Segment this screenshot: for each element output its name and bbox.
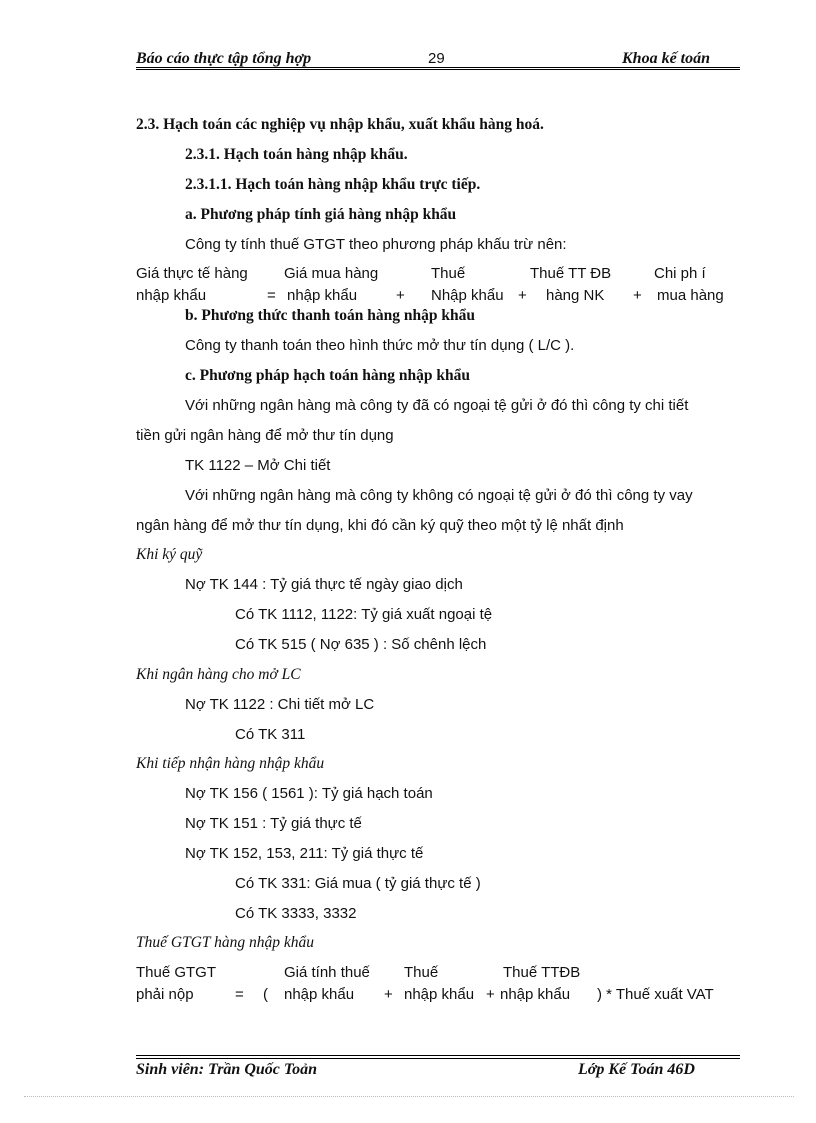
formula2-plus-2: +: [486, 986, 495, 1003]
formula1-plus-1: +: [396, 287, 405, 304]
formula2-row2-3: nhập khẩu: [404, 986, 475, 1003]
formula2-open-paren: (: [263, 986, 268, 1003]
formula2-label-2: Giá tính thuế: [284, 964, 370, 981]
formula1-label-4: Thuế TT ĐB: [530, 265, 612, 282]
paragraph-4: TK 1122 – Mở Chi tiết: [185, 457, 331, 474]
header-rule: [136, 67, 740, 68]
footer-rule: [136, 1055, 740, 1056]
formula1-label-3: Thuế: [431, 265, 466, 282]
formula2-close: ) * Thuế xuất VAT: [597, 986, 714, 1003]
heading-2-3-1-1: 2.3.1.1. Hạch toán hàng nhập khẩu trực tiếp.: [185, 176, 481, 193]
page-edge-dots: [24, 1096, 794, 1097]
heading-2-3: 2.3. Hạch toán các nghiệp vụ nhập khẩu, xuất khẩu hàng hoá.: [136, 116, 544, 133]
entry-5: Có TK 311: [235, 726, 306, 743]
header-right: Khoa kế toán: [622, 50, 711, 67]
footer-rule-2: [136, 1058, 740, 1059]
formula1-label-5: Chi ph í: [654, 265, 706, 282]
paragraph-1: Công ty tính thuế GTGT theo phương pháp khấu trừ nên:: [185, 236, 567, 253]
entry-4: Nợ TK 1122 : Chi tiết mở LC: [185, 696, 375, 713]
formula2-row2-1: phải nộp: [136, 986, 194, 1003]
heading-c: c. Phương pháp hạch toán hàng nhập khẩu: [185, 367, 470, 384]
formula2-row2-2: nhập khẩu: [284, 986, 355, 1003]
formula1-plus-2: +: [518, 287, 527, 304]
heading-2-3-1: 2.3.1. Hạch toán hàng nhập khẩu.: [185, 146, 408, 163]
page-number: 29: [428, 50, 445, 67]
paragraph-3-line-1: Với những ngân hàng mà công ty đã có ngoại tệ gửi ở đó thì công ty chi tiết: [185, 397, 689, 414]
formula2-label-1: Thuế GTGT: [136, 964, 217, 981]
italic-heading-mo-lc: Khi ngân hàng cho mở LC: [136, 666, 301, 683]
formula1-row2-5: mua hàng: [657, 287, 724, 304]
formula2-plus-1: +: [384, 986, 393, 1003]
entry-8: Nợ TK 152, 153, 211: Tỷ giá thực tế: [185, 845, 424, 862]
formula1-label-2: Giá mua hàng: [284, 265, 379, 282]
formula2-label-3: Thuế: [404, 964, 439, 981]
formula1-row2-3: Nhập khẩu: [431, 287, 504, 304]
italic-heading-gtgt: Thuế GTGT hàng nhập khẩu: [136, 934, 314, 951]
entry-10: Có TK 3333, 3332: [235, 905, 357, 922]
header-left: Báo cáo thực tập tổng hợp: [136, 50, 312, 67]
formula2-label-4: Thuế TTĐB: [503, 964, 581, 981]
formula1-plus-3: +: [633, 287, 642, 304]
paragraph-5-line-1: Với những ngân hàng mà công ty không có ngoại tệ gửi ở đó thì công ty vay: [185, 487, 693, 504]
italic-heading-tiep-nhan: Khi tiếp nhận hàng nhập khẩu: [136, 755, 325, 772]
entry-2: Có TK 1112, 1122: Tỷ giá xuất ngoại tệ: [235, 606, 493, 623]
heading-b: b. Phương thức thanh toán hàng nhập khẩu: [185, 307, 475, 324]
formula1-row2-4: hàng NK: [546, 287, 605, 304]
entry-9: Có TK 331: Giá mua ( tỷ giá thực tế ): [235, 875, 481, 892]
formula1-row2-1: nhập khẩu: [136, 287, 207, 304]
italic-heading-ky-quy: Khi ký quỹ: [136, 546, 203, 563]
paragraph-2: Công ty thanh toán theo hình thức mở thư tín dụng ( L/C ).: [185, 337, 575, 354]
formula1-equals: =: [267, 287, 276, 304]
formula2-row2-4: nhập khẩu: [500, 986, 571, 1003]
heading-a: a. Phương pháp tính giá hàng nhập khẩu: [185, 206, 457, 223]
footer-left: Sinh viên: Trần Quốc Toản: [136, 1061, 318, 1078]
formula1-row2-2: nhập khẩu: [287, 287, 358, 304]
header-rule-2: [136, 69, 740, 70]
paragraph-5-line-2: ngân hàng để mở thư tín dụng, khi đó cần ký quỹ theo một tỷ lệ nhất định: [136, 517, 624, 534]
formula1-label-1: Giá thực tế hàng: [136, 265, 248, 282]
entry-3: Có TK 515 ( Nợ 635 ) : Số chênh lệch: [235, 636, 487, 653]
paragraph-3-line-2: tiền gửi ngân hàng để mở thư tín dụng: [136, 427, 394, 444]
entry-6: Nợ TK 156 ( 1561 ): Tỷ giá hạch toán: [185, 785, 433, 802]
footer-right: Lớp Kế Toán 46D: [578, 1061, 695, 1078]
entry-7: Nợ TK 151 : Tỷ giá thực tế: [185, 815, 362, 832]
formula2-equals: =: [235, 986, 244, 1003]
entry-1: Nợ TK 144 : Tỷ giá thực tế ngày giao dịch: [185, 576, 463, 593]
